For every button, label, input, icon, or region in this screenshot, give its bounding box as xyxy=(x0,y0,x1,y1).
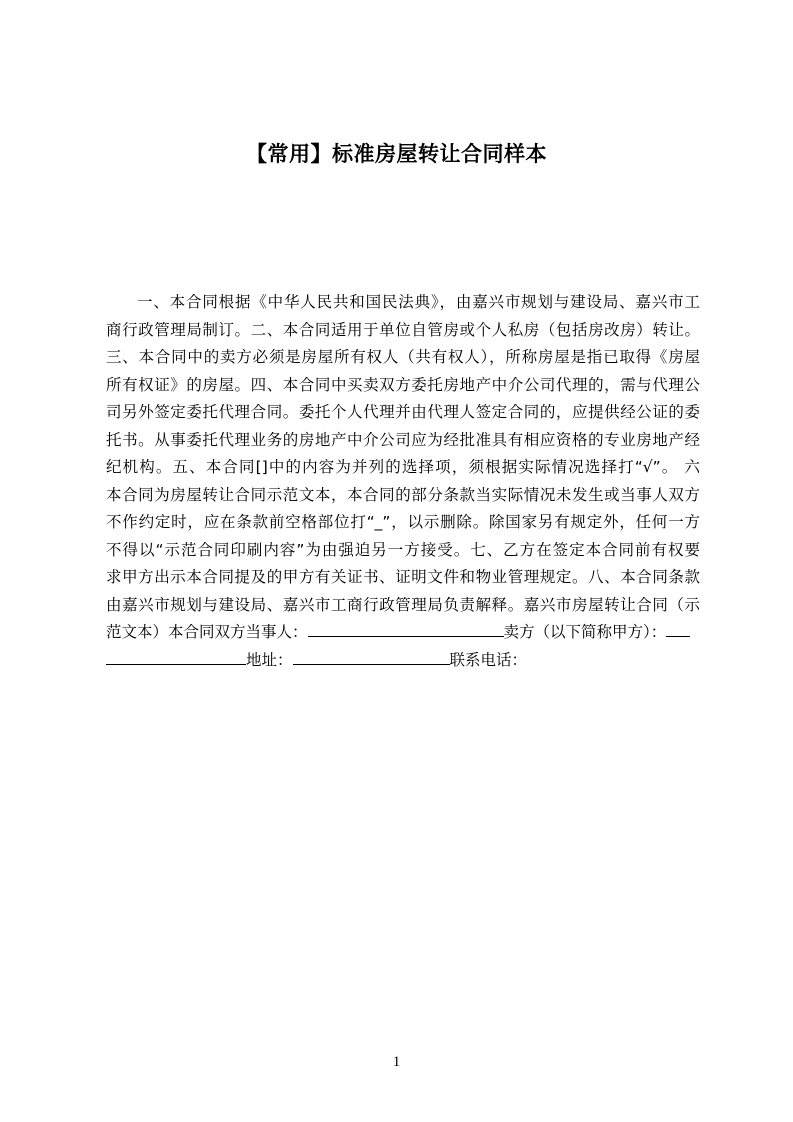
address-blank[interactable] xyxy=(293,649,450,665)
body-line-parties xyxy=(106,619,700,647)
body-line: 托书。从事委托代理业务的房地产中介公司应为经批准具有相应资格的专业房地产经 xyxy=(106,430,700,449)
parties-blank[interactable] xyxy=(308,621,504,637)
body-line: 纪机构。五、本合同[]中的内容为并列的选择项，须根据实际情况选择打“√”。 六 xyxy=(106,458,700,476)
document-body xyxy=(106,289,700,674)
seller-blank[interactable] xyxy=(666,621,690,637)
address-label: 地址： xyxy=(246,650,293,669)
body-line: 不作约定时，应在条款前空格部位打“_”，以示删除。除国家另有规定外，任何一方 xyxy=(106,513,700,531)
body-line: 不得以“示范合同印刷内容”为由强迫另一方接受。七、乙方在签定本合同前有权要 xyxy=(106,540,700,559)
document-title: 【常用】标准房屋转让合同样本 xyxy=(246,142,547,166)
body-line: 所有权证》的房屋。四、本合同中买卖双方委托房地产中介公司代理的，需与代理公 xyxy=(106,375,700,394)
body-line: 司另外签定委托代理合同。委托个人代理并由代理人签定合同的，应提供经公证的委 xyxy=(106,403,700,421)
body-line: 一、本合同根据《中华人民共和国民法典》，由嘉兴市规划与建设局、嘉兴市工 xyxy=(137,293,700,311)
body-line: 由嘉兴市规划与建设局、嘉兴市工商行政管理局负责解释。嘉兴市房屋转让合同（示 xyxy=(106,595,700,614)
parties-label: 范文本）本合同双方当事人： xyxy=(106,623,308,641)
page-number: 1 xyxy=(392,1054,401,1070)
body-line: 商行政管理局制订。二、本合同适用于单位自管房或个人私房（包括房改房）转让。 xyxy=(106,320,700,339)
seller-name-blank[interactable] xyxy=(106,649,246,665)
seller-label: 卖方（以下简称甲方）： xyxy=(503,623,667,641)
body-line: 求甲方出示本合同提及的甲方有关证书、证明文件和物业管理规定。八、本合同条款 xyxy=(106,568,700,586)
body-line: 本合同为房屋转让合同示范文本，本合同的部分条款当实际情况未发生或当事人双方 xyxy=(106,485,700,504)
phone-label: 联系电话： xyxy=(449,650,528,669)
body-paragraph xyxy=(106,289,700,674)
body-line: 三、本合同中的卖方必须是房屋所有权人（共有权人），所称房屋是指已取得《房屋 xyxy=(106,348,700,366)
body-line-contact xyxy=(106,647,700,675)
